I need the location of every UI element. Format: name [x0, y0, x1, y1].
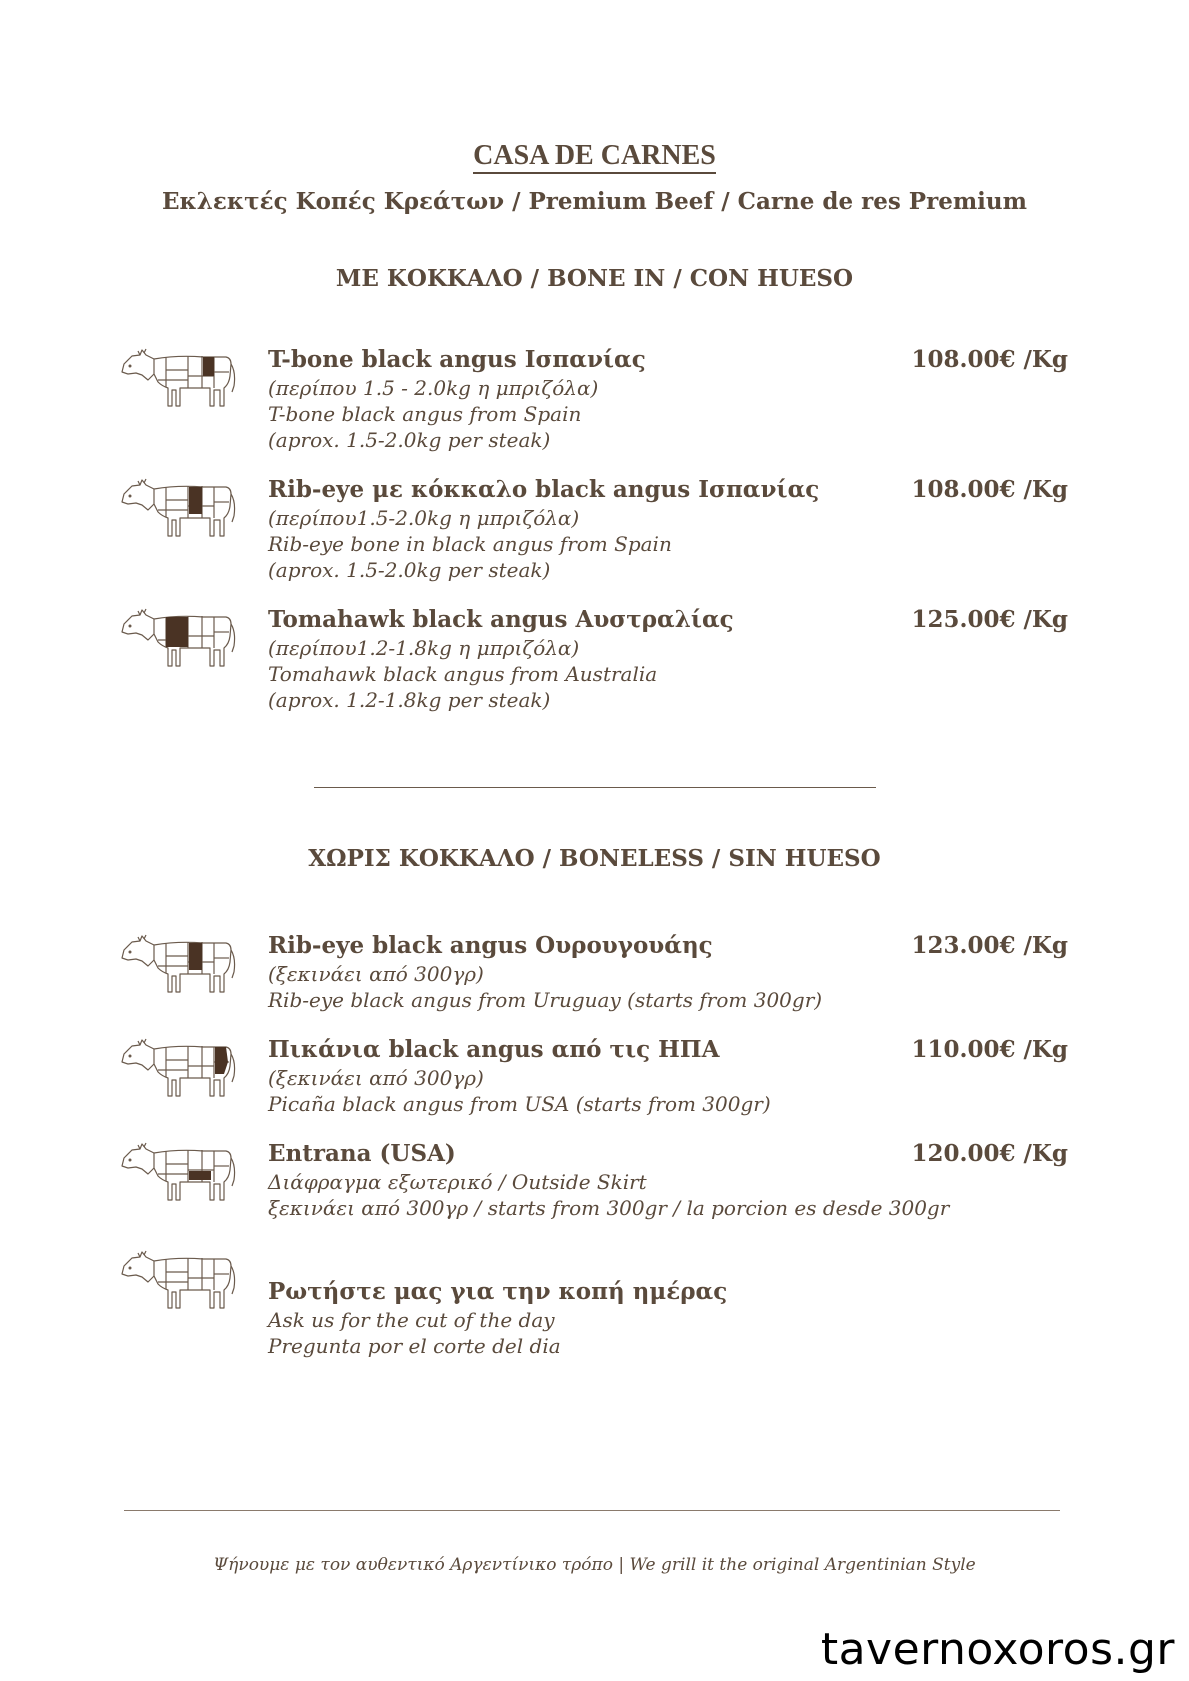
cow-cut-icon-skirt: [118, 1140, 236, 1212]
item-price: 120.00€ /Kg: [911, 1140, 1068, 1167]
menu-item: [118, 1248, 1068, 1378]
item-desc-line: (ξεκινάει από 300γρ): [268, 1066, 484, 1090]
item-name: Πικάνια black angus από τις ΗΠΑ: [268, 1036, 720, 1063]
cow-cut-icon-ribeye: [118, 476, 236, 548]
item-desc-line: Tomahawk black angus from Australia: [268, 662, 658, 686]
menu-item: [118, 476, 1068, 606]
cow-cut-icon-tomahawk: [118, 606, 236, 678]
watermark: tavernoxoros.gr: [820, 1624, 1175, 1675]
item-desc-line: Rib-eye bone in black angus from Spain: [268, 532, 672, 556]
menu-subtitle: Εκλεκτές Κοπές Κρεάτων / Premium Beef / Carne de res Premium: [162, 188, 1027, 215]
item-desc-line: Διάφραγμα εξωτερικό / Outside Skirt: [268, 1170, 647, 1194]
cow-cut-icon-picanha: [118, 1036, 236, 1108]
item-desc-line: (ξεκινάει από 300γρ): [268, 962, 484, 986]
item-desc-line: Ask us for the cut of the day: [268, 1308, 555, 1332]
cow-cut-icon-tbone: [118, 346, 236, 418]
item-name: Ρωτήστε μας για την κοπή ημέρας: [268, 1278, 728, 1305]
section-divider: [314, 787, 876, 788]
item-desc-line: Rib-eye black angus from Uruguay (starts from 300gr): [268, 988, 823, 1012]
section-heading-bone-in: ΜΕ ΚΟΚΚΑΛΟ / BONE IN / CON HUESO: [335, 265, 854, 292]
item-desc-line: Pregunta por el corte del dia: [268, 1334, 561, 1358]
item-desc-line: (aprox. 1.2-1.8kg per steak): [268, 688, 551, 712]
item-desc-line: (περίπου1.5-2.0kg η μπριζόλα): [268, 506, 580, 530]
item-name: Rib-eye με κόκκαλο black angus Ισπανίας: [268, 476, 820, 503]
menu-title: [0, 140, 1189, 172]
footer-divider: [124, 1510, 1060, 1511]
item-price: 108.00€ /Kg: [911, 346, 1068, 373]
footer-tagline: Ψήνουμε με τον αυθεντικό Αργεντίνικο τρόπο | We grill it the original Argentinian Style: [213, 1555, 976, 1575]
item-desc-line: Picaña black angus from USA (starts from 300gr): [268, 1092, 771, 1116]
menu-title-text: CASA DE CARNES: [473, 140, 716, 174]
menu-item: [118, 606, 1068, 736]
item-price: 108.00€ /Kg: [911, 476, 1068, 503]
item-price: 110.00€ /Kg: [911, 1036, 1068, 1063]
cow-cut-icon-ribeye: [118, 932, 236, 1004]
item-desc-line: (περίπου1.2-1.8kg η μπριζόλα): [268, 636, 580, 660]
item-desc-line: ξεκινάει από 300γρ / starts from 300gr / la porcion es desde 300gr: [268, 1196, 950, 1220]
item-desc-line: (περίπου 1.5 - 2.0kg η μπριζόλα): [268, 376, 599, 400]
item-desc-line: (aprox. 1.5-2.0kg per steak): [268, 428, 551, 452]
item-name: Tomahawk black angus Αυστραλίας: [268, 606, 734, 633]
cow-cut-icon-none: [118, 1248, 236, 1320]
item-price: 125.00€ /Kg: [911, 606, 1068, 633]
item-desc-line: T-bone black angus from Spain: [268, 402, 582, 426]
item-price: 123.00€ /Kg: [911, 932, 1068, 959]
menu-item: [118, 346, 1068, 476]
item-desc-line: (aprox. 1.5-2.0kg per steak): [268, 558, 551, 582]
section-heading-boneless: ΧΩΡΙΣ ΚΟΚΚΑΛΟ / BONELESS / SIN HUESO: [308, 845, 881, 872]
item-name: Entrana (USA): [268, 1140, 456, 1167]
item-name: T-bone black angus Ισπανίας: [268, 346, 646, 373]
item-name: Rib-eye black angus Ουρουγουάης: [268, 932, 713, 959]
